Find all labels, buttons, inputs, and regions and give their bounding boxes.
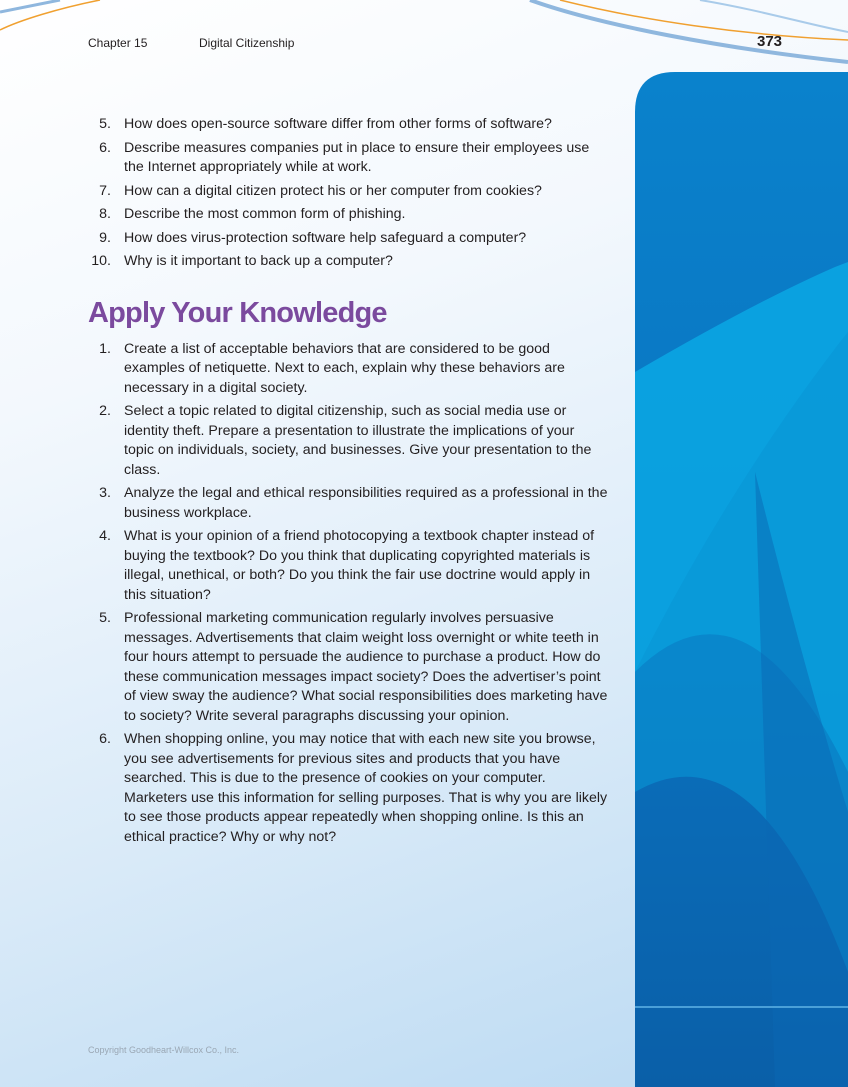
list-item: 6. Describe measures companies put in place to ensure their employees use the Internet appropriately while at work. — [99, 139, 590, 175]
list-item: 7. How can a digital citizen protect his or her computer from cookies? — [99, 182, 542, 199]
main-content — [88, 115, 608, 851]
copyright-notice: Copyright Goodheart-Willcox Co., Inc. — [88, 1045, 240, 1055]
list-item: 5. How does open-source software differ from other forms of software? — [99, 116, 552, 132]
side-decorative-panel — [635, 72, 848, 1087]
list-item: 8. Describe the most common form of phishing. — [99, 206, 406, 222]
list-item: 2. Select a topic related to digital citizenship, such as social media use or identity theft. Prepare a presentation to illustrate the implications of your topic on individuals, society, and businesses. Give your presentation to the class. — [99, 403, 592, 478]
chapter-label: Chapter 15 — [88, 36, 148, 50]
apply-knowledge-list — [88, 340, 608, 848]
list-item: 3. Analyze the legal and ethical responsibilities required as a professional in the business workplace. — [99, 485, 608, 521]
list-item: 10. Why is it important to back up a computer? — [91, 253, 393, 269]
list-item: 6. When shopping online, you may notice that with each new site you browse, you see advertisements for previous sites and products that you have searched. This is due to the presence of cookies on your computer. Marketers use this information for selling purposes. That is why you are likely to see those products appear repeatedly when shopping online. Is this an ethical practice? Why or why not? — [99, 731, 608, 845]
list-item: 9. How does virus-protection software help safeguard a computer? — [99, 229, 527, 246]
review-questions-list — [88, 115, 608, 272]
list-item: 1. Create a list of acceptable behaviors that are considered to be good examples of netiquette. Next to each, explain why these behaviors are necessary in a digital society. — [99, 340, 565, 396]
list-item: 5. Professional marketing communication regularly involves persuasive messages. Advertisements that claim weight loss overnight or white teeth in four hours attempt to persuade the audience to purchase a product. How do these communication messages impact society? Does the advertiser’s point of view sway the audience? What social responsibilities does marketing have to society? Write several paragraphs discussing your opinion. — [99, 610, 608, 724]
chapter-title: Digital Citizenship — [199, 36, 295, 50]
page-number: 373 — [757, 33, 783, 50]
list-item: 4. What is your opinion of a friend photocopying a textbook chapter instead of buying the textbook? Do you think that duplicating copyrighted materials is illegal, unethical, or both? Do you think the fair use doctrine would apply in this situation? — [99, 528, 595, 603]
section-heading: Apply Your Knowledge — [88, 296, 387, 329]
